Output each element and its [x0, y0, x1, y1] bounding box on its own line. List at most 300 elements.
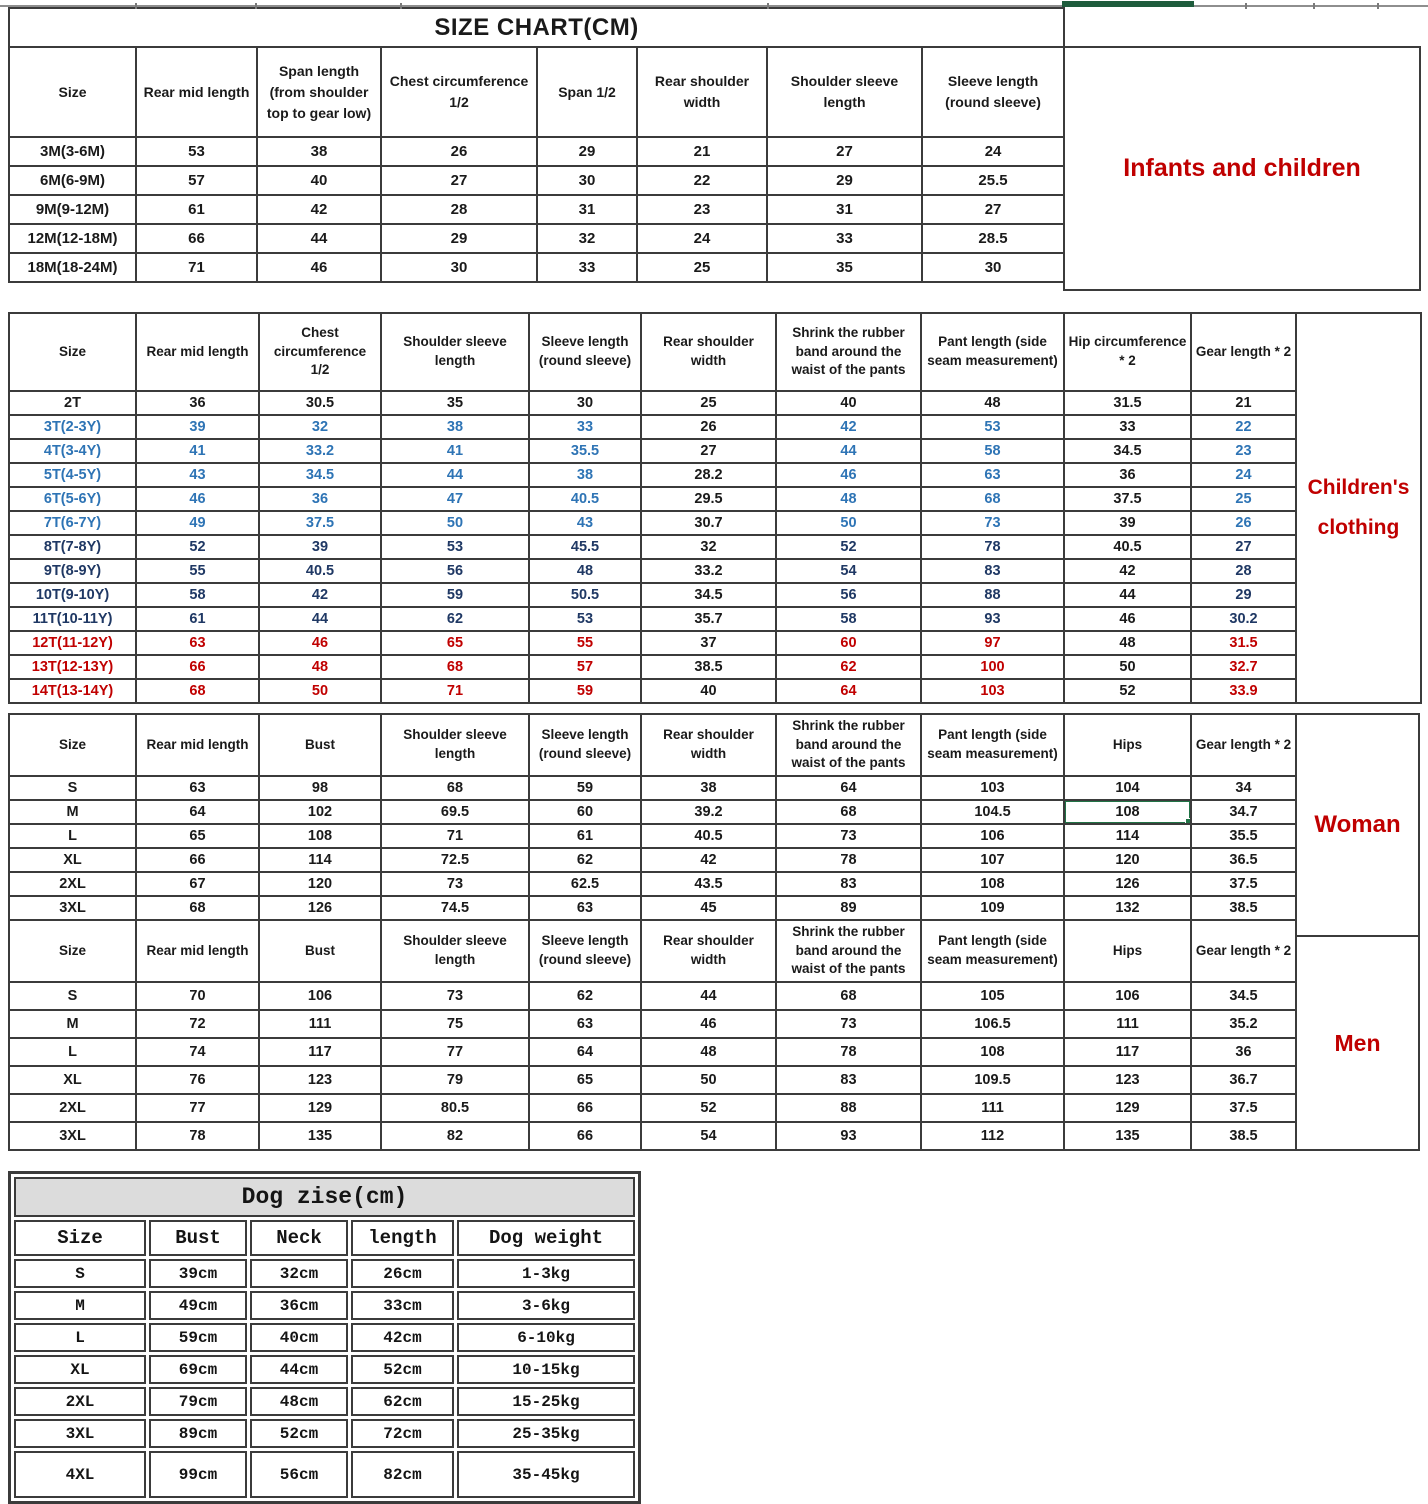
table-cell: 111 [259, 1010, 381, 1038]
column-header: Gear length * 2 [1191, 714, 1296, 776]
table-cell: 89cm [149, 1419, 247, 1448]
table-cell: 55 [136, 559, 259, 583]
table-cell: 108 [921, 872, 1064, 896]
table-cell: 33 [767, 224, 922, 253]
table-cell: 63 [136, 631, 259, 655]
table-cell: 62 [381, 607, 529, 631]
table-cell: 63 [136, 776, 259, 800]
table-row [9, 195, 1064, 224]
table-cell: 126 [1064, 872, 1191, 896]
table-cell: 63 [921, 463, 1064, 487]
table-cell: 79 [381, 1066, 529, 1094]
table-cell: 44 [776, 439, 921, 463]
column-header: Span length (from shoulder top to gear low) [257, 47, 381, 137]
gridline-tick [400, 3, 402, 9]
table-cell: 37.5 [259, 511, 381, 535]
table-cell: 26 [641, 415, 776, 439]
table-cell: 40.5 [259, 559, 381, 583]
table-cell: 78 [776, 848, 921, 872]
table-cell: 29 [537, 137, 637, 166]
table-cell: 7T(6-7Y) [9, 511, 136, 535]
table-cell: 38.5 [1191, 896, 1296, 920]
table-cell: 53 [921, 415, 1064, 439]
table-cell: 27 [922, 195, 1064, 224]
table-cell: 73 [381, 872, 529, 896]
table-cell: 65 [136, 824, 259, 848]
table-cell: 135 [1064, 1122, 1191, 1150]
table-row [14, 1387, 635, 1416]
table-cell: 52cm [250, 1419, 348, 1448]
table-cell: 9M(9-12M) [9, 195, 136, 224]
table-cell: 29 [767, 166, 922, 195]
table-cell: 77 [136, 1094, 259, 1122]
table-cell: 103 [921, 776, 1064, 800]
table-cell: 68 [136, 679, 259, 703]
table-cell: 42 [259, 583, 381, 607]
table-cell: 114 [259, 848, 381, 872]
table-cell: 43 [529, 511, 641, 535]
table-cell: 2XL [9, 872, 136, 896]
table-cell: 50 [641, 1066, 776, 1094]
infants-label: Infants and children [1063, 46, 1421, 291]
table-row [9, 872, 1296, 896]
table-cell: 31.5 [1191, 631, 1296, 655]
table-cell: 60 [529, 800, 641, 824]
table-cell: 1-3kg [457, 1259, 635, 1288]
table-cell: 30.2 [1191, 607, 1296, 631]
table-row [9, 982, 1296, 1010]
table-cell: 66 [529, 1094, 641, 1122]
column-header: Bust [259, 920, 381, 982]
table-cell: 15-25kg [457, 1387, 635, 1416]
table-cell: 45 [641, 896, 776, 920]
table-cell: 13T(12-13Y) [9, 655, 136, 679]
table-cell: 75 [381, 1010, 529, 1038]
table-cell: 21 [1191, 391, 1296, 415]
table-cell: 83 [776, 872, 921, 896]
table-cell: 2XL [9, 1094, 136, 1122]
table-row [14, 1419, 635, 1448]
table-cell: 68 [776, 982, 921, 1010]
gridline-tick [1377, 3, 1379, 9]
table-cell: 4T(3-4Y) [9, 439, 136, 463]
table-cell: 49cm [149, 1291, 247, 1320]
table-cell: 62 [529, 848, 641, 872]
table-cell: 24 [1191, 463, 1296, 487]
table-cell: 50 [776, 511, 921, 535]
gridline-tick [135, 3, 137, 9]
table-cell: 25 [1191, 487, 1296, 511]
table-cell: 108 [921, 1038, 1064, 1066]
table-cell: 43 [136, 463, 259, 487]
gridline-tick [767, 3, 769, 9]
table-row [9, 1066, 1296, 1094]
table-cell: 89 [776, 896, 921, 920]
table-cell: 27 [1191, 535, 1296, 559]
table-cell: 129 [1064, 1094, 1191, 1122]
gridline-tick [255, 3, 257, 9]
table-cell: 46 [776, 463, 921, 487]
table-cell: 36.7 [1191, 1066, 1296, 1094]
table-cell: 82cm [351, 1451, 454, 1498]
top-gridline-strip [0, 0, 1428, 7]
table-cell: 33.9 [1191, 679, 1296, 703]
table-row [14, 1355, 635, 1384]
table-cell: 93 [776, 1122, 921, 1150]
table-cell: 99cm [149, 1451, 247, 1498]
table-cell: 46 [136, 487, 259, 511]
table-cell: 71 [381, 679, 529, 703]
table-cell: 24 [922, 137, 1064, 166]
table-cell: 40 [776, 391, 921, 415]
table-cell: 93 [921, 607, 1064, 631]
column-header: Pant length (side seam measurement) [921, 714, 1064, 776]
table-cell: 38 [641, 776, 776, 800]
table-cell: 33.2 [641, 559, 776, 583]
table-cell: 129 [259, 1094, 381, 1122]
table-cell: 36.5 [1191, 848, 1296, 872]
table-cell: 72cm [351, 1419, 454, 1448]
table-row [14, 1323, 635, 1352]
table-cell: 123 [259, 1066, 381, 1094]
table-cell: 103 [921, 679, 1064, 703]
table-cell: 30 [381, 253, 537, 282]
table-cell: 50 [381, 511, 529, 535]
table-cell: 52cm [351, 1355, 454, 1384]
table-cell: 88 [776, 1094, 921, 1122]
table-cell: M [9, 800, 136, 824]
table-row [9, 224, 1064, 253]
table-cell: 112 [921, 1122, 1064, 1150]
table-row [9, 463, 1296, 487]
table-cell: 73 [776, 1010, 921, 1038]
column-header: Shrink the rubber band around the waist of the pants [776, 714, 921, 776]
table-cell: 8T(7-8Y) [9, 535, 136, 559]
table-cell: 106 [1064, 982, 1191, 1010]
table-cell: 25 [637, 253, 767, 282]
children-section [0, 312, 1428, 704]
table-cell: 42 [1064, 559, 1191, 583]
table-row [9, 679, 1296, 703]
woman-size-table [8, 713, 1297, 921]
table-cell: 38.5 [641, 655, 776, 679]
column-header: Dog weight [457, 1220, 635, 1256]
table-row [9, 415, 1296, 439]
table-row [9, 137, 1064, 166]
table-cell: 12M(12-18M) [9, 224, 136, 253]
table-cell: 38 [381, 415, 529, 439]
column-header: Sleeve length (round sleeve) [922, 47, 1064, 137]
table-cell: 53 [381, 535, 529, 559]
table-row [9, 511, 1296, 535]
table-cell: 105 [921, 982, 1064, 1010]
table-row [9, 535, 1296, 559]
column-header: Rear mid length [136, 920, 259, 982]
table-cell: 50 [259, 679, 381, 703]
table-cell: 10-15kg [457, 1355, 635, 1384]
table-cell: 123 [1064, 1066, 1191, 1094]
table-cell: 9T(8-9Y) [9, 559, 136, 583]
column-header: Pant length (side seam measurement) [921, 313, 1064, 391]
adult-labels [1295, 713, 1420, 1151]
column-header: Size [14, 1220, 146, 1256]
column-header: Span 1/2 [537, 47, 637, 137]
table-cell: 46 [1064, 607, 1191, 631]
table-row [9, 1010, 1296, 1038]
table-cell: 46 [259, 631, 381, 655]
table-cell: 54 [776, 559, 921, 583]
table-cell: 52 [776, 535, 921, 559]
table-cell: 36 [259, 487, 381, 511]
table-cell: 52 [1064, 679, 1191, 703]
table-cell: 78 [136, 1122, 259, 1150]
table-cell: 79cm [149, 1387, 247, 1416]
table-row [14, 1259, 635, 1288]
column-header: length [351, 1220, 454, 1256]
table-row [9, 391, 1296, 415]
table-cell: 34.5 [259, 463, 381, 487]
table-cell: 66 [529, 1122, 641, 1150]
table-cell: 38 [257, 137, 381, 166]
table-cell: 21 [637, 137, 767, 166]
table-cell: 23 [637, 195, 767, 224]
table-cell: 48 [529, 559, 641, 583]
table-cell: 44 [381, 463, 529, 487]
column-header: Sleeve length (round sleeve) [529, 714, 641, 776]
table-row [9, 487, 1296, 511]
table-cell: XL [9, 848, 136, 872]
table-cell: 77 [381, 1038, 529, 1066]
table-cell: 49 [136, 511, 259, 535]
column-header: Rear shoulder width [637, 47, 767, 137]
table-cell: 60 [776, 631, 921, 655]
table-cell: 3M(3-6M) [9, 137, 136, 166]
table-cell: 61 [529, 824, 641, 848]
column-header: Shoulder sleeve length [381, 313, 529, 391]
table-cell: 34.5 [1191, 982, 1296, 1010]
table-cell: 48 [641, 1038, 776, 1066]
selected-cell: 108 [1064, 800, 1191, 824]
table-cell: 62cm [351, 1387, 454, 1416]
table-cell: 63 [529, 1010, 641, 1038]
table-cell: 64 [136, 800, 259, 824]
dog-size-table [8, 1171, 641, 1504]
table-cell: 74.5 [381, 896, 529, 920]
table-row [9, 824, 1296, 848]
table-cell: 34.5 [641, 583, 776, 607]
table-cell: 39.2 [641, 800, 776, 824]
table-cell: XL [14, 1355, 146, 1384]
table-cell: 120 [259, 872, 381, 896]
table-row [14, 1451, 635, 1498]
table-cell: 47 [381, 487, 529, 511]
table-cell: 28 [381, 195, 537, 224]
column-header: Shoulder sleeve length [381, 714, 529, 776]
table-cell: 30.5 [259, 391, 381, 415]
table-cell: 68 [776, 800, 921, 824]
table-row [14, 1291, 635, 1320]
table-cell: 32 [259, 415, 381, 439]
table-cell: 42cm [351, 1323, 454, 1352]
table-cell: 11T(10-11Y) [9, 607, 136, 631]
table-cell: 53 [136, 137, 257, 166]
table-cell: 31.5 [1064, 391, 1191, 415]
table-cell: 68 [921, 487, 1064, 511]
table-cell: 71 [381, 824, 529, 848]
table-cell: 42 [776, 415, 921, 439]
column-header: Shoulder sleeve length [381, 920, 529, 982]
table-cell: 46 [641, 1010, 776, 1038]
gridline-tick [1245, 3, 1247, 9]
table-cell: 30 [537, 166, 637, 195]
table-cell: 6M(6-9M) [9, 166, 136, 195]
table-cell: 42 [641, 848, 776, 872]
size-chart-title: SIZE CHART(CM) [9, 8, 1064, 47]
column-header: Chest circumference 1/2 [259, 313, 381, 391]
table-cell: 44 [1064, 583, 1191, 607]
table-cell: 24 [637, 224, 767, 253]
table-cell: 25-35kg [457, 1419, 635, 1448]
column-header: Rear mid length [136, 47, 257, 137]
table-cell: 104.5 [921, 800, 1064, 824]
table-cell: 52 [136, 535, 259, 559]
table-cell: 22 [637, 166, 767, 195]
table-cell: 40 [641, 679, 776, 703]
column-header: Size [9, 714, 136, 776]
table-cell: L [9, 1038, 136, 1066]
table-cell: 98 [259, 776, 381, 800]
table-cell: 74 [136, 1038, 259, 1066]
table-cell: 31 [537, 195, 637, 224]
table-row [9, 1094, 1296, 1122]
table-cell: 83 [921, 559, 1064, 583]
column-header: Hips [1064, 714, 1191, 776]
table-cell: 78 [776, 1038, 921, 1066]
table-cell: 68 [381, 776, 529, 800]
table-cell: 33 [537, 253, 637, 282]
table-cell: M [9, 1010, 136, 1038]
table-cell: 34.5 [1064, 439, 1191, 463]
table-cell: 78 [921, 535, 1064, 559]
table-cell: 109 [921, 896, 1064, 920]
table-cell: 37.5 [1064, 487, 1191, 511]
table-cell: 100 [921, 655, 1064, 679]
table-cell: 48 [776, 487, 921, 511]
table-cell: 48 [259, 655, 381, 679]
table-cell: 58 [776, 607, 921, 631]
men-label: Men [1295, 935, 1420, 1151]
table-cell: 71 [136, 253, 257, 282]
column-header: Hip circumference * 2 [1064, 313, 1191, 391]
table-cell: 82 [381, 1122, 529, 1150]
column-header: Rear shoulder width [641, 313, 776, 391]
table-cell: 32 [537, 224, 637, 253]
table-cell: 57 [529, 655, 641, 679]
table-cell: 64 [776, 776, 921, 800]
table-cell: 31 [767, 195, 922, 224]
table-cell: 40cm [250, 1323, 348, 1352]
table-cell: 83 [776, 1066, 921, 1094]
table-cell: 38.5 [1191, 1122, 1296, 1150]
table-cell: 34.7 [1191, 800, 1296, 824]
table-cell: 29 [381, 224, 537, 253]
table-cell: 14T(13-14Y) [9, 679, 136, 703]
table-row [9, 896, 1296, 920]
table-cell: 26cm [351, 1259, 454, 1288]
table-cell: 35 [767, 253, 922, 282]
table-cell: 36 [1064, 463, 1191, 487]
table-cell: 59cm [149, 1323, 247, 1352]
table-cell: 126 [259, 896, 381, 920]
table-row [9, 1038, 1296, 1066]
table-cell: 97 [921, 631, 1064, 655]
table-cell: 27 [381, 166, 537, 195]
table-row [9, 800, 1296, 824]
table-cell: 39cm [149, 1259, 247, 1288]
table-cell: 35.7 [641, 607, 776, 631]
table-cell: 35.5 [1191, 824, 1296, 848]
table-cell: 109.5 [921, 1066, 1064, 1094]
table-cell: 135 [259, 1122, 381, 1150]
column-header: Gear length * 2 [1191, 313, 1296, 391]
table-cell: 37 [641, 631, 776, 655]
table-cell: 3-6kg [457, 1291, 635, 1320]
table-cell: 67 [136, 872, 259, 896]
column-header: Size [9, 313, 136, 391]
adult-tables [8, 713, 1297, 1151]
column-header: Sleeve length (round sleeve) [529, 920, 641, 982]
table-cell: 30 [922, 253, 1064, 282]
table-row [9, 607, 1296, 631]
table-cell: 88 [921, 583, 1064, 607]
table-cell: 3XL [9, 896, 136, 920]
table-cell: 62 [529, 982, 641, 1010]
table-cell: 26 [381, 137, 537, 166]
table-cell: 59 [381, 583, 529, 607]
table-cell: 25 [641, 391, 776, 415]
table-cell: 39 [136, 415, 259, 439]
table-cell: 36cm [250, 1291, 348, 1320]
table-cell: 44 [257, 224, 381, 253]
table-cell: 106 [259, 982, 381, 1010]
selected-column-indicator [1062, 1, 1194, 7]
table-cell: 104 [1064, 776, 1191, 800]
table-cell: 63 [529, 896, 641, 920]
table-cell: 107 [921, 848, 1064, 872]
table-cell: 106 [921, 824, 1064, 848]
column-header: Size [9, 47, 136, 137]
table-cell: 48 [921, 391, 1064, 415]
table-cell: 48cm [250, 1387, 348, 1416]
table-cell: 61 [136, 195, 257, 224]
table-cell: 30.7 [641, 511, 776, 535]
table-row [9, 655, 1296, 679]
table-cell: 72.5 [381, 848, 529, 872]
table-cell: 44cm [250, 1355, 348, 1384]
table-cell: 35.2 [1191, 1010, 1296, 1038]
column-header: Rear shoulder width [641, 714, 776, 776]
table-cell: 57 [136, 166, 257, 195]
table-cell: 40.5 [529, 487, 641, 511]
table-cell: 114 [1064, 824, 1191, 848]
table-cell: 32cm [250, 1259, 348, 1288]
table-cell: 66 [136, 224, 257, 253]
table-cell: 35 [381, 391, 529, 415]
table-cell: 29 [1191, 583, 1296, 607]
table-cell: 38 [529, 463, 641, 487]
table-cell: 4XL [14, 1451, 146, 1498]
table-cell: 65 [381, 631, 529, 655]
